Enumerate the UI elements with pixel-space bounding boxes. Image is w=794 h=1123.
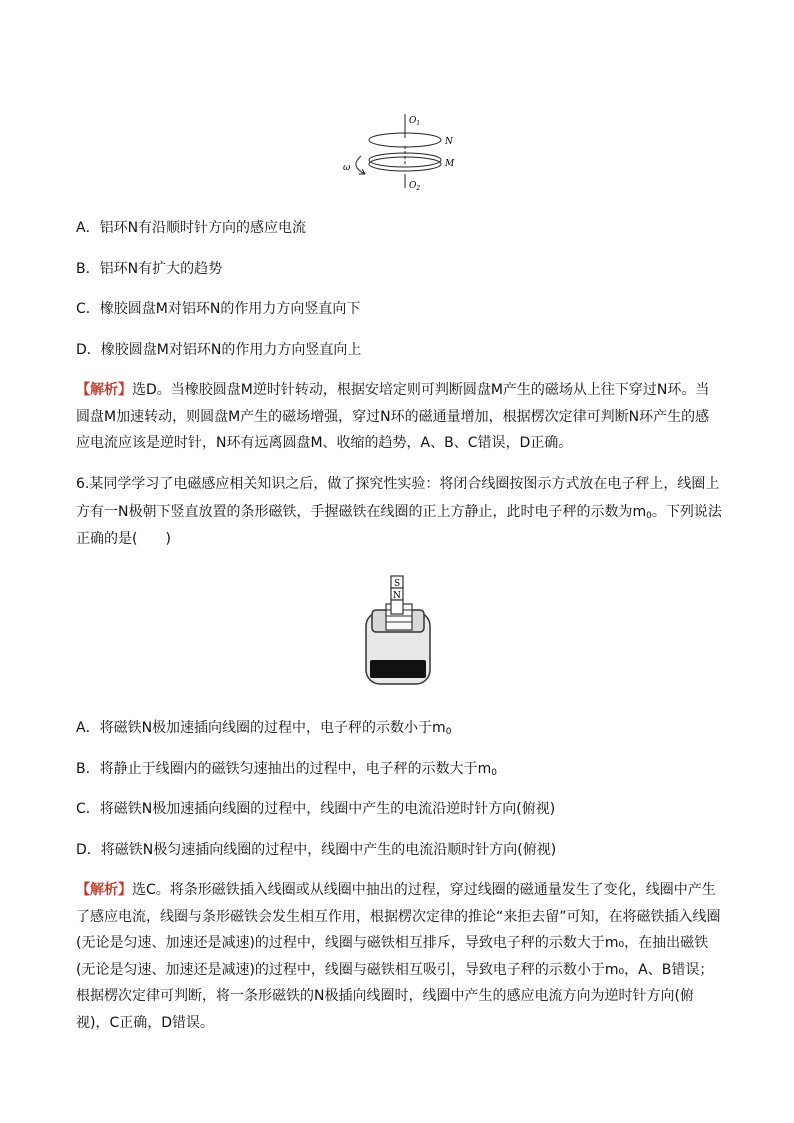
q5-analysis	[76, 377, 721, 457]
q6-stem-line1: 6.某同学学习了电磁感应相关知识之后，做了探究性实验：将闭合线圈按图示方式放在电子秤上，线圈上	[76, 476, 720, 492]
svg-text:M: M	[445, 159, 455, 169]
scale-display	[370, 660, 426, 678]
analysis-tag: 【解析】	[76, 882, 132, 898]
disc-ring-figure	[335, 108, 465, 196]
q5-option-b: B．铝环N有扩大的趋势	[76, 261, 223, 277]
analysis-text: 选C。将条形磁铁插入线圈或从线圈中抽出的过程，穿过线圈的磁通量发生了变化，线圈中产生了感应电流，线圈与条形磁铁会发生相互作用，根据楞次定律的推论“来拒去留”可知，在将磁铁插入线圈(无论是匀速、加速还是减速)的过程中，线圈与磁铁相互排斥，导致电子秤的示数大于m₀，在抽出磁铁(无论是匀速、加速还是减速)的过程中，线圈与磁铁相互吸引，导致电子秤的示数小于m₀，A、B错误；根据楞次定律可判断，将一条形磁铁的N极插向线圈时，线圈中产生的感应电流方向为逆时针方向(俯视)，C正确，D错误。	[76, 882, 721, 1031]
q6-stem-line2: 方有一N极朝下竖直放置的条形磁铁，手握磁铁在线圈的正上方静止，此时电子秤的示数为$m_0$。下列说法	[76, 504, 722, 521]
q5-option-a: A．铝环N有沿顺时针方向的感应电流	[76, 220, 307, 236]
disc-m-top	[369, 153, 441, 167]
q5-option-d: D．橡胶圆盘M对铝环N的作用力方向竖直向上	[76, 342, 362, 358]
q5-option-c: C．橡胶圆盘M对铝环N的作用力方向竖直向下	[76, 301, 361, 317]
q6-option-c: C．将磁铁N极加速插向线圈的过程中，线圈中产生的电流沿逆时针方向(俯视)	[76, 801, 556, 817]
analysis-text: 选D。当橡胶圆盘M逆时针转动，根据安培定则可判断圆盘M产生的磁场从上往下穿过N环。当圆盘M加速转动，则圆盘M产生的磁场增强，穿过N环的磁通量增加，根据楞次定律可判断N环产生的感应电流应该是逆时针，N环有远离圆盘M、收缩的趋势，A、B、C错误，D正确。	[76, 382, 710, 451]
svg-text:ω: ω	[343, 163, 351, 173]
q6-stem-line3: 正确的是( )	[76, 531, 171, 547]
q6-analysis	[76, 877, 721, 1036]
q6-option-d: D．将磁铁N极匀速插向线圈的过程中，线圈中产生的电流沿顺时针方向(俯视)	[76, 842, 557, 858]
magnet-lower	[391, 600, 403, 614]
svg-text:O1: $O_1$	[409, 116, 421, 127]
q6-option-a: A．将磁铁N极加速插向线圈的过程中，电子秤的示数小于$m_0$	[76, 720, 452, 737]
scale-coil-magnet-figure	[360, 570, 436, 688]
svg-text:N: N	[445, 137, 453, 147]
analysis-tag: 【解析】	[76, 382, 132, 398]
svg-text:S: S	[394, 579, 401, 589]
q6-option-b: B．将静止于线圈内的磁铁匀速抽出的过程中，电子秤的示数大于$m_0$	[76, 761, 497, 778]
rotation-arrowhead	[359, 169, 365, 174]
svg-text:O2: $O_2$	[409, 181, 421, 192]
svg-text:N: N	[393, 591, 401, 601]
